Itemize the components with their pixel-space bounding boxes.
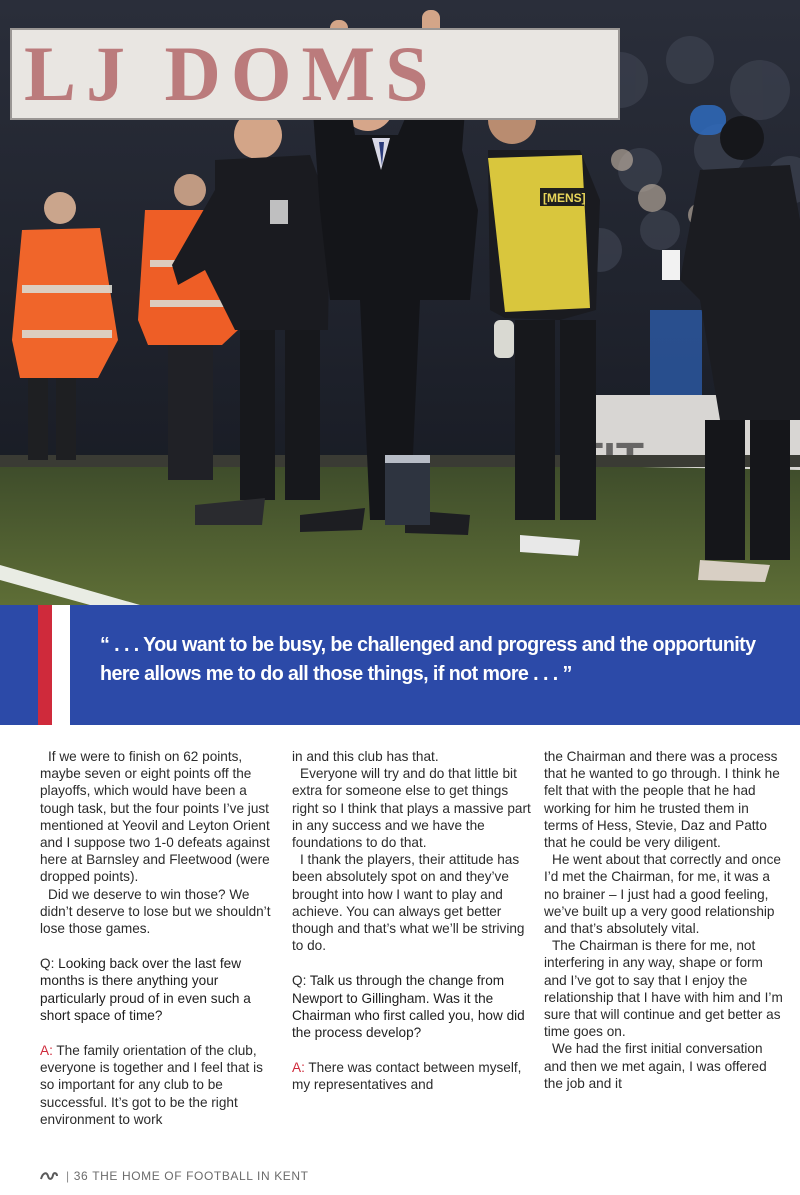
question-text: Talk us through the change from Newport to Gillingham. Was it the Chairman who first called you, how did the process develop? bbox=[292, 973, 525, 1041]
paragraph: Everyone will try and do that little bit extra for someone else to get things right so I think that plays a massive part in any success and we have the foundations to do that. bbox=[292, 766, 531, 851]
footer-tagline: THE HOME OF FOOTBALL IN KENT bbox=[92, 1169, 309, 1183]
question-text: Looking back over the last few months is there anything your particularly proud of in even such a short space of time? bbox=[40, 956, 251, 1023]
footer-separator: | bbox=[66, 1169, 70, 1183]
paragraph: If we were to finish on 62 points, maybe seven or eight points off the playoffs, which would have been a tough task, but the four points I’ve just mentioned at Yeovil and Leyton Orient and I suppose two 1-0 defeats against here at Barnsley and Fleetwood (were dropped points). bbox=[40, 749, 270, 885]
bib-text: [MENS] bbox=[543, 191, 586, 205]
paragraph: The Chairman is there for me, not interfering in any way, shape or form and I’ve got to say that I enjoy the relationship that I have with him and I’m sure that will continue and get better as time goes on. bbox=[544, 938, 783, 1040]
paragraph-continued: in and this club has that. bbox=[292, 749, 439, 764]
paragraph-continued: the Chairman and there was a process that he wanted to go through. I think he felt that with the people that he had working for him he trusted them in terms of Hess, Stevie, Daz and Patto that he could be very diligent. bbox=[544, 749, 780, 851]
paragraph: I thank the players, their attitude has been absolutely spot on and they’ve brought into how I want to play and achieve. You can always get better though and that’s what we’ll be striving to do. bbox=[292, 852, 525, 954]
white-stripe bbox=[52, 605, 70, 725]
paragraph: He went about that correctly and once I’d met the Chairman, for me, it was a no brainer – I just had a good feeling, we’ve built up a very good relationship and that’s absolutely vital. bbox=[544, 852, 781, 937]
answer-text: The family orientation of the club, everyone is together and I feel that is so important for any club to be successful. It’s got to be the right environment to work bbox=[40, 1043, 263, 1127]
club-logo-icon bbox=[40, 1170, 58, 1182]
paragraph: We had the first initial conversation and then we met again, I was offered the job and it bbox=[544, 1041, 767, 1091]
question-2 bbox=[292, 972, 532, 1041]
article-column-2 bbox=[292, 748, 532, 1094]
answer-label: A: bbox=[40, 1043, 53, 1059]
article-column-1 bbox=[40, 748, 280, 1128]
answer-label: A: bbox=[292, 1060, 305, 1076]
question-label: Q: bbox=[40, 956, 55, 972]
answer-text: There was contact between myself, my representatives and bbox=[292, 1060, 522, 1093]
answer-1 bbox=[40, 1042, 280, 1128]
page-footer bbox=[40, 1168, 309, 1184]
article-body bbox=[40, 748, 785, 1148]
pull-quote-text: “ . . . You want to be busy, be challenged and progress and the opportunity here allows me to do all those things, if not more . . . ” bbox=[100, 633, 756, 685]
kit-bag bbox=[385, 455, 430, 525]
red-stripe bbox=[38, 605, 52, 725]
answer-2 bbox=[292, 1059, 532, 1093]
article-column-3 bbox=[544, 748, 784, 1092]
banner-lettering: LJ DOMS bbox=[24, 30, 439, 117]
page-number: 36 bbox=[73, 1169, 89, 1183]
question-1 bbox=[40, 955, 280, 1024]
paragraph: Did we deserve to win those? We didn’t deserve to lose but we shouldn’t lose those games. bbox=[40, 886, 271, 937]
question-label: Q: bbox=[292, 973, 307, 989]
